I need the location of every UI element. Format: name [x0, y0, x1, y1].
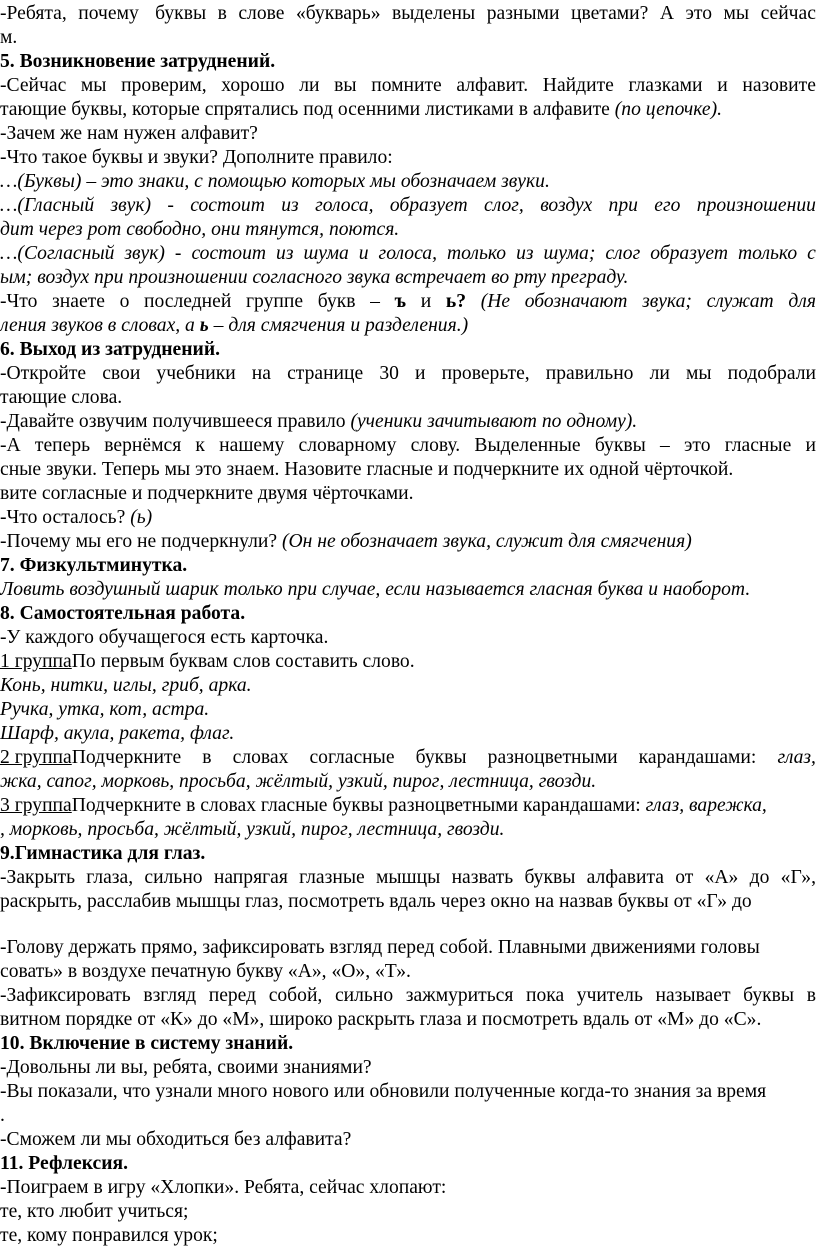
text-line: сные звуки. Теперь мы это знаем. Назовите гласные и подчеркните их одной чёрточкой. [0, 459, 734, 480]
text-line: -Почему мы его не подчеркнули? (Он не обозначает звука, служит для смягчения) [0, 531, 692, 552]
text-line: раскрыть, расслабив мышцы глаз, посмотреть вдаль через окно на назвав буквы от «Г» до [0, 891, 752, 912]
text-line: ления звуков в словах, а ь – для смягчения и разделения.) [0, 315, 469, 336]
text-line: 3 группаПодчеркните в словах гласные буквы разноцветными карандашами: глаз, варежка, [0, 795, 767, 816]
text-line: тающие слова. [0, 387, 123, 408]
text-line: -Сейчас мы проверим, хорошо ли вы помните алфавит. Найдите глазками и назовите [0, 75, 816, 96]
text-line: вите согласные и подчеркните двумя чёрточками. [0, 483, 414, 504]
text-line: витном порядке от «К» до «М», широко раскрыть глаза и посмотреть вдаль от «М» до «С». [0, 1009, 762, 1030]
text-line: …(Согласный звук) - состоит из шума и голоса, только из шума; слог образует только с [0, 243, 816, 264]
text-line: -Что такое буквы и звуки? Дополните правило: [0, 147, 393, 168]
text-line: совать» в воздухе печатную букву «А», «О», «Т». [0, 961, 411, 982]
section-heading: 8. Самостоятельная работа. [0, 603, 246, 624]
text-line: Ручка, утка, кот, астра. [0, 699, 210, 720]
text-line: . [0, 1105, 5, 1126]
text-line: -Вы показали, что узнали много нового или обновили полученные когда-то знания за время [0, 1081, 767, 1102]
section-heading: 9.Гимнастика для глаз. [0, 843, 206, 864]
text-line: -Что осталось? (ь) [0, 507, 153, 528]
text-line: жка, сапог, морковь, просьба, жёлтый, узкий, пирог, лестница, гвозди. [0, 771, 597, 792]
text-line: …(Гласный звук) - состоит из голоса, образует слог, воздух при его произношении [0, 195, 816, 216]
text-line: …(Буквы) – это знаки, с помощью которых мы обозначаем звуки. [0, 171, 550, 192]
text-line: -Довольны ли вы, ребята, своими знаниями? [0, 1057, 372, 1078]
text-line: -Зафиксировать взгляд перед собой, сильно зажмуриться пока учитель называет буквы в [0, 985, 816, 1006]
text-line: -Голову держать прямо, зафиксировать взгляд перед собой. Плавными движениями головы [0, 937, 760, 958]
group-2-label: 2 группа [0, 747, 72, 768]
text-line: дит через рот свободно, они тянутся, поются. [0, 219, 400, 240]
text-line: -Давайте озвучим получившееся правило (ученики зачитывают по одному). [0, 411, 638, 432]
text-line: ым; воздух при произношении согласного звука встречает во рту преграду. [0, 267, 629, 288]
text-line: -Поиграем в игру «Хлопки». Ребята, сейчас хлопают: [0, 1177, 447, 1198]
text-line: -Ребята, почему буквы в слове «букварь» выделены разными цветами? А это мы сейчас [0, 3, 816, 24]
text-line: 1 группаПо первым буквам слов составить слово. [0, 651, 415, 672]
group-1-label: 1 группа [0, 651, 72, 672]
text-line: -Закрыть глаза, сильно напрягая глазные мышцы назвать буквы алфавита от «А» до «Г», [0, 867, 816, 888]
group-3-label: 3 группа [0, 795, 72, 816]
text-line: Конь, нитки, иглы, гриб, арка. [0, 675, 252, 696]
text-line: -Зачем же нам нужен алфавит? [0, 123, 258, 144]
text-line: -Сможем ли мы обходиться без алфавита? [0, 1129, 352, 1150]
section-heading: 6. Выход из затруднений. [0, 339, 221, 360]
section-heading: 10. Включение в систему знаний. [0, 1033, 294, 1054]
text-line: тающие буквы, которые спрятались под осенними листиками в алфавите (по цепочке). [0, 99, 723, 120]
section-heading: 7. Физкультминутка. [0, 555, 188, 576]
text-line: -А теперь вернёмся к нашему словарному слову. Выделенные буквы – это гласные и [0, 435, 816, 456]
text-line: -Что знаете о последней группе букв – ъ и ь? (Не обозначают звука; служат для [0, 291, 816, 312]
text-line: Шарф, акула, ракета, флаг. [0, 723, 235, 744]
text-line: 2 группаПодчеркните в словах согласные буквы разноцветными карандашами: глаз, [0, 747, 816, 768]
text-line: -У каждого обучащегося есть карточка. [0, 627, 329, 648]
text-line: Ловить воздушный шарик только при случае, если называется гласная буква и наоборот. [0, 579, 751, 600]
section-heading: 11. Рефлексия. [0, 1153, 128, 1174]
text-line: -Откройте свои учебники на странице 30 и проверьте, правильно ли мы подобрали [0, 363, 816, 384]
text-line: те, кому понравился урок; [0, 1225, 218, 1246]
text-line: те, кто любит учиться; [0, 1201, 189, 1222]
text-line: , морковь, просьба, жёлтый, узкий, пирог, лестница, гвозди. [0, 819, 505, 840]
text-line: м. [0, 27, 18, 48]
section-heading: 5. Возникновение затруднений. [0, 51, 276, 72]
